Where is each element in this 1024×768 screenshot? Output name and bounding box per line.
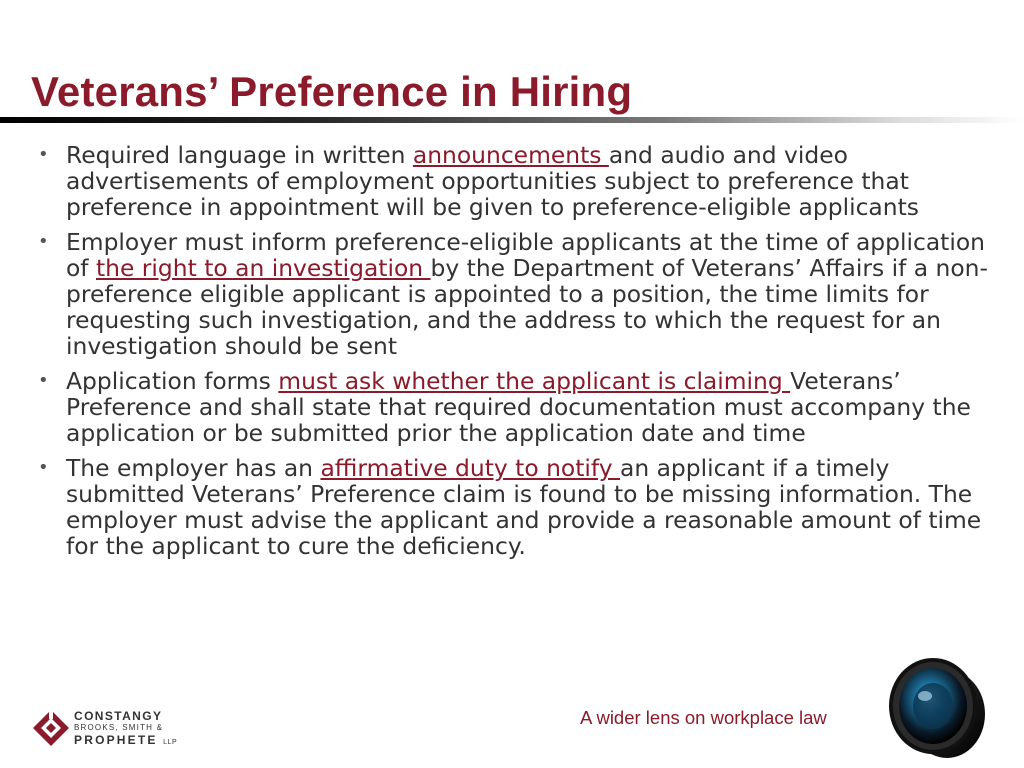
bullet-text: Veterans’ Preference and shall state that required documentation must accompany the application or be submitted prior the application date and time bbox=[66, 367, 971, 447]
logo-suffix: LLP bbox=[163, 739, 178, 746]
announcements-link[interactable]: announcements bbox=[412, 141, 609, 169]
bullet-text: Employer must inform preference-eligible applicants at the time of application of bbox=[66, 228, 985, 282]
bullet-item bbox=[28, 455, 1003, 559]
bullet-item bbox=[28, 142, 1003, 220]
bullet-text: and audio and video advertisements of employment opportunities subject to preference that preference in appointment will be given to preference-eligible applicants bbox=[66, 141, 919, 221]
bullet-item bbox=[28, 368, 1003, 446]
bullet-text: by the Department of Veterans’ Affairs if a non-preference eligible applicant is appointed to a position, the time limits for requesting such investigation, and the address to which the request for an investigation should be sent bbox=[66, 254, 988, 360]
bullet-list bbox=[28, 142, 1003, 568]
must-ask-link[interactable]: must ask whether the applicant is claiming bbox=[278, 367, 791, 395]
bullet-text: Required language in written bbox=[66, 141, 413, 169]
right-to-investigation-link[interactable]: the right to an investigation bbox=[95, 254, 431, 282]
bullet-text: an applicant if a timely submitted Veterans’ Preference claim is found to be missing information. The employer must advise the applicant and provide a reasonable amount of time for the applicant to cure the deficiency. bbox=[66, 454, 982, 560]
diamond-logo-icon bbox=[31, 708, 71, 748]
logo-line-1: CONSTANGY bbox=[74, 709, 163, 723]
firm-logo bbox=[31, 708, 201, 748]
affirmative-duty-link[interactable]: affirmative duty to notify bbox=[320, 454, 620, 482]
camera-lens-icon bbox=[885, 652, 990, 762]
slide-title: Veterans’ Preference in Hiring bbox=[31, 68, 633, 115]
bullet-item bbox=[28, 229, 1003, 359]
bullet-text: Application forms bbox=[66, 367, 279, 395]
logo-line-3: PROPHETE bbox=[74, 733, 158, 747]
bullet-text: The employer has an bbox=[66, 454, 321, 482]
footer-tagline: A wider lens on workplace law bbox=[580, 707, 827, 728]
logo-line-2: BROOKS, SMITH & bbox=[74, 723, 164, 732]
title-divider bbox=[0, 117, 1024, 123]
